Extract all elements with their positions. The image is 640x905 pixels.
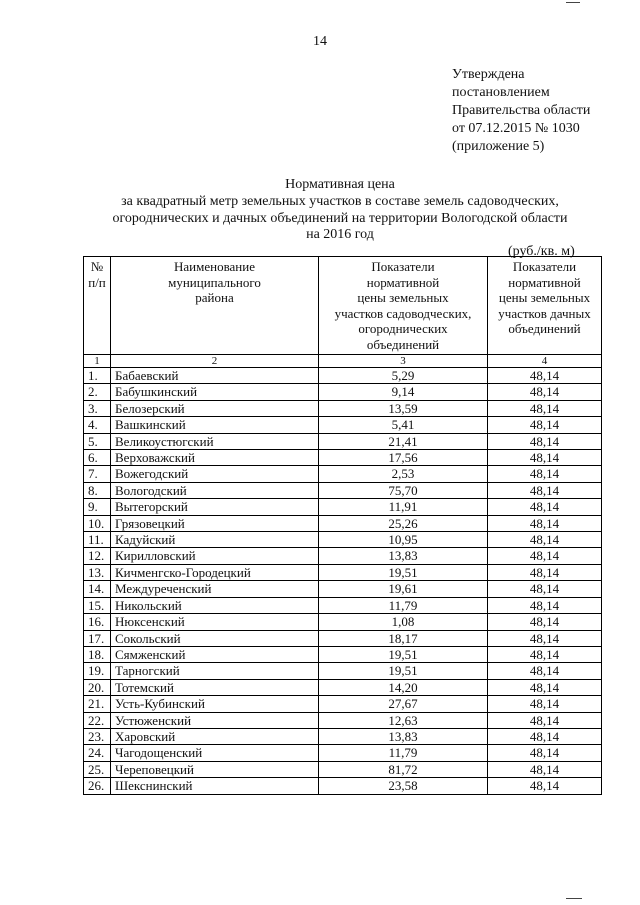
header-text: Показатели (512, 259, 577, 274)
header-num (84, 257, 111, 355)
table-row (84, 581, 602, 597)
dacha-price-value: 48,14 (488, 548, 602, 564)
district-name: Сямженский (111, 646, 319, 662)
dacha-price-value: 48,14 (488, 597, 602, 613)
approval-line: постановлением (452, 85, 550, 100)
row-number: 22. (84, 712, 111, 728)
district-name: Кичменгско-Городецкий (111, 564, 319, 580)
garden-price-value: 1,08 (319, 614, 488, 630)
dacha-price-value: 48,14 (488, 450, 602, 466)
garden-price-value: 5,41 (319, 417, 488, 433)
district-name: Грязовецкий (111, 515, 319, 531)
row-number: 5. (84, 433, 111, 449)
district-name: Чагодощенский (111, 745, 319, 761)
garden-price-value: 5,29 (319, 368, 488, 384)
scan-mark-bottom (566, 898, 582, 899)
district-name: Сокольский (111, 630, 319, 646)
header-text: цены земельных (357, 290, 449, 305)
table-row (84, 630, 602, 646)
garden-price-value: 14,20 (319, 679, 488, 695)
row-number: 11. (84, 532, 111, 548)
header-text: нормативной (508, 274, 581, 290)
district-name: Устюженский (111, 712, 319, 728)
approval-line: Правительства области (452, 103, 591, 118)
table-row (84, 532, 602, 548)
dacha-price-value: 48,14 (488, 630, 602, 646)
row-number: 25. (84, 761, 111, 777)
header-text: Показатели (371, 259, 435, 274)
table-row (84, 515, 602, 531)
district-name: Великоустюгский (111, 433, 319, 449)
table-row (84, 597, 602, 613)
table-row (84, 712, 602, 728)
district-name: Никольский (111, 597, 319, 613)
row-number: 7. (84, 466, 111, 482)
district-name: Бабушкинский (111, 384, 319, 400)
dacha-price-value: 48,14 (488, 515, 602, 531)
district-name: Тарногский (111, 663, 319, 679)
header-text: цены земельных (498, 290, 591, 305)
dacha-price-value: 48,14 (488, 384, 602, 400)
dacha-price-value: 48,14 (488, 679, 602, 695)
dacha-price-value: 48,14 (488, 745, 602, 761)
row-number: 24. (84, 745, 111, 761)
garden-price-value: 10,95 (319, 532, 488, 548)
table-row (84, 417, 602, 433)
header-text: участков дачных (498, 305, 591, 321)
district-name: Верховажский (111, 450, 319, 466)
header-text: объединений (508, 321, 581, 336)
garden-price-value: 19,51 (319, 646, 488, 662)
row-number: 3. (84, 400, 111, 416)
unit-label: (руб./кв. м) (508, 244, 575, 259)
garden-price-value: 18,17 (319, 630, 488, 646)
garden-price-value: 19,51 (319, 564, 488, 580)
header-text: огороднических (358, 321, 448, 336)
table-row (84, 400, 602, 416)
row-number: 9. (84, 499, 111, 515)
row-number: 12. (84, 548, 111, 564)
dacha-price-value: 48,14 (488, 417, 602, 433)
garden-price-value: 11,91 (319, 499, 488, 515)
table-row (84, 564, 602, 580)
row-number: 21. (84, 696, 111, 712)
district-name: Вашкинский (111, 417, 319, 433)
garden-price-value: 11,79 (319, 745, 488, 761)
dacha-price-value: 48,14 (488, 433, 602, 449)
dacha-price-value: 48,14 (488, 761, 602, 777)
header-text: района (195, 290, 234, 305)
document-subtitle-line: огороднических и дачных объединений на территории Вологодской области (112, 211, 568, 226)
table-row (84, 663, 602, 679)
dacha-price-value: 48,14 (488, 466, 602, 482)
table-row (84, 745, 602, 761)
approval-line: (приложение 5) (452, 139, 545, 154)
row-number: 8. (84, 482, 111, 498)
header-dacha-price (488, 257, 602, 355)
dacha-price-value: 48,14 (488, 778, 602, 794)
header-district (111, 257, 319, 355)
dacha-price-value: 48,14 (488, 728, 602, 744)
garden-price-value: 12,63 (319, 712, 488, 728)
garden-price-value: 2,53 (319, 466, 488, 482)
row-number: 18. (84, 646, 111, 662)
row-number: 16. (84, 614, 111, 630)
row-number: 17. (84, 630, 111, 646)
district-name: Междуреченский (111, 581, 319, 597)
row-number: 4. (84, 417, 111, 433)
garden-price-value: 9,14 (319, 384, 488, 400)
row-number: 15. (84, 597, 111, 613)
table-row (84, 548, 602, 564)
row-number: 20. (84, 679, 111, 695)
district-name: Вожегодский (111, 466, 319, 482)
district-name: Белозерский (111, 400, 319, 416)
row-number: 14. (84, 581, 111, 597)
garden-price-value: 21,41 (319, 433, 488, 449)
district-name: Тотемский (111, 679, 319, 695)
table-row (84, 728, 602, 744)
header-garden-price (319, 257, 488, 355)
district-name: Череповецкий (111, 761, 319, 777)
table-row (84, 482, 602, 498)
garden-price-value: 19,61 (319, 581, 488, 597)
dacha-price-value: 48,14 (488, 646, 602, 662)
header-text: объединений (366, 336, 440, 352)
column-number: 3 (319, 355, 488, 368)
garden-price-value: 25,26 (319, 515, 488, 531)
table-row (84, 450, 602, 466)
table-row (84, 499, 602, 515)
document-subtitle-line: за квадратный метр земельных участков в составе земель садоводческих, (121, 194, 559, 209)
table-body (84, 368, 602, 795)
district-name: Кадуйский (111, 532, 319, 548)
district-name: Шекснинский (111, 778, 319, 794)
dacha-price-value: 48,14 (488, 581, 602, 597)
price-table (83, 256, 602, 795)
dacha-price-value: 48,14 (488, 564, 602, 580)
garden-price-value: 23,58 (319, 778, 488, 794)
dacha-price-value: 48,14 (488, 614, 602, 630)
table-row (84, 679, 602, 695)
row-number: 26. (84, 778, 111, 794)
header-text: № (90, 259, 104, 274)
garden-price-value: 27,67 (319, 696, 488, 712)
header-text: нормативной (366, 274, 440, 290)
column-number: 4 (488, 355, 602, 368)
dacha-price-value: 48,14 (488, 368, 602, 384)
district-name: Вытегорский (111, 499, 319, 515)
approval-line: Утверждена (452, 67, 525, 82)
garden-price-value: 11,79 (319, 597, 488, 613)
district-name: Бабаевский (111, 368, 319, 384)
row-number: 23. (84, 728, 111, 744)
garden-price-value: 13,59 (319, 400, 488, 416)
dacha-price-value: 48,14 (488, 696, 602, 712)
table-row (84, 778, 602, 794)
scan-mark-top (566, 2, 580, 3)
column-number: 1 (84, 355, 111, 368)
header-text: участков садоводческих, (334, 305, 472, 321)
table-row (84, 696, 602, 712)
district-name: Усть-Кубинский (111, 696, 319, 712)
row-number: 10. (84, 515, 111, 531)
table-row (84, 761, 602, 777)
district-name: Нюксенский (111, 614, 319, 630)
table-row (84, 614, 602, 630)
garden-price-value: 17,56 (319, 450, 488, 466)
header-text: муниципального (168, 274, 261, 290)
district-name: Вологодский (111, 482, 319, 498)
row-number: 1. (84, 368, 111, 384)
document-title: Нормативная цена (285, 177, 395, 192)
header-text: Наименование (174, 259, 255, 274)
page-number: 14 (313, 34, 327, 49)
header-text: п/п (88, 274, 106, 290)
row-number: 6. (84, 450, 111, 466)
row-number: 19. (84, 663, 111, 679)
garden-price-value: 75,70 (319, 482, 488, 498)
garden-price-value: 81,72 (319, 761, 488, 777)
dacha-price-value: 48,14 (488, 663, 602, 679)
dacha-price-value: 48,14 (488, 532, 602, 548)
district-name: Харовский (111, 728, 319, 744)
approval-line: от 07.12.2015 № 1030 (452, 121, 580, 136)
document-subtitle-line: на 2016 год (306, 227, 374, 242)
dacha-price-value: 48,14 (488, 499, 602, 515)
row-number: 2. (84, 384, 111, 400)
approval-stamp (452, 66, 632, 156)
dacha-price-value: 48,14 (488, 712, 602, 728)
district-name: Кирилловский (111, 548, 319, 564)
garden-price-value: 13,83 (319, 728, 488, 744)
table-row (84, 646, 602, 662)
dacha-price-value: 48,14 (488, 400, 602, 416)
table-row (84, 433, 602, 449)
garden-price-value: 13,83 (319, 548, 488, 564)
table-row (84, 384, 602, 400)
column-number-row (84, 355, 602, 368)
dacha-price-value: 48,14 (488, 482, 602, 498)
table-row (84, 368, 602, 384)
header-row (84, 257, 602, 355)
garden-price-value: 19,51 (319, 663, 488, 679)
column-number: 2 (111, 355, 319, 368)
row-number: 13. (84, 564, 111, 580)
table-row (84, 466, 602, 482)
